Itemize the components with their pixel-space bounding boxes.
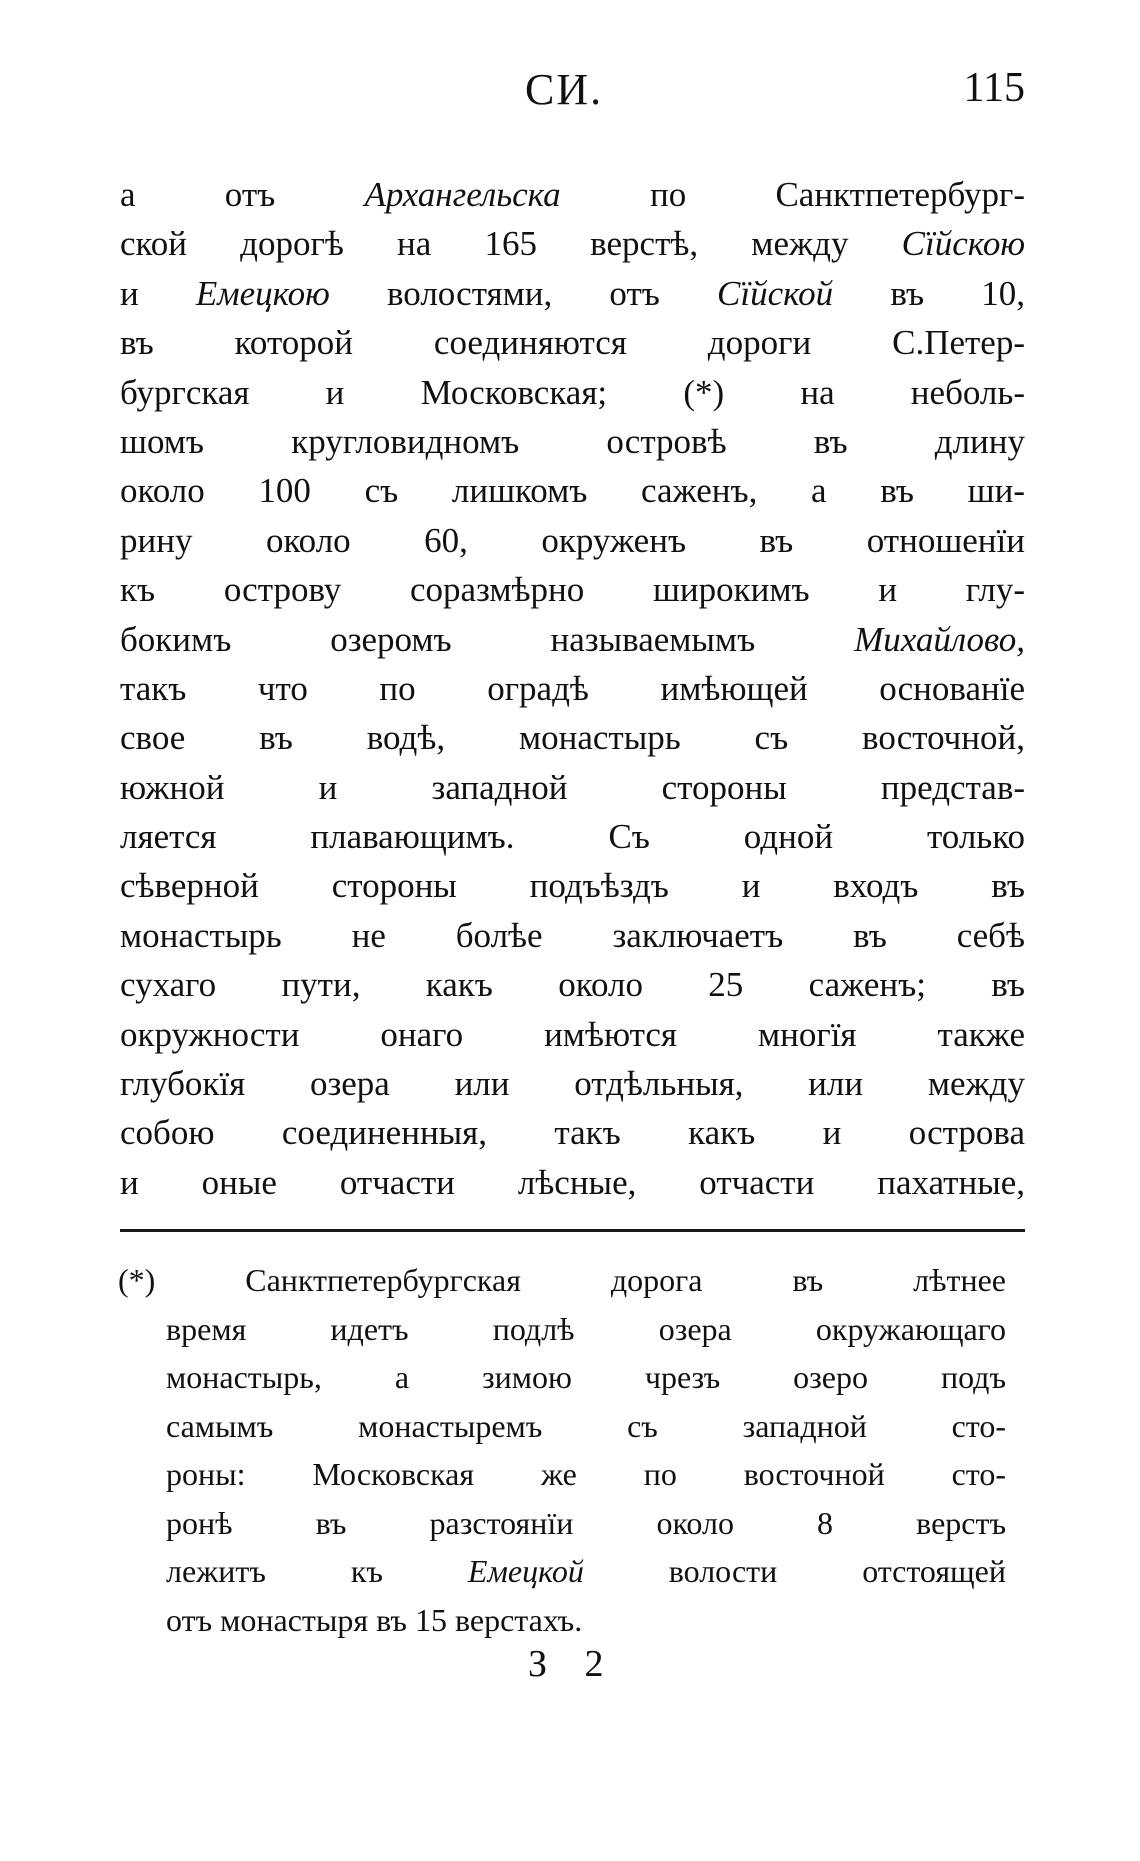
footnote-line: ронѣ въ разстоянїи около 8 верстъ (166, 1504, 1006, 1541)
text-line: такъ что по оградѣ имѣющей основанїе (120, 668, 1025, 708)
main-text (120, 170, 1025, 1207)
signature-mark: З 2 (528, 1643, 618, 1685)
text-line: рину около 60, окруженъ въ отношенїи (120, 520, 1025, 560)
page-number: 115 (963, 65, 1025, 111)
text-line: и Емецкою волостями, отъ Сїйской въ 10, (120, 273, 1025, 313)
footnote-line: (*) Санктпетербургская дорога въ лѣтнее (118, 1262, 1006, 1298)
text-line: около 100 съ лишкомъ саженъ, а въ ши- (120, 471, 1025, 511)
text-line: бургская и Московская; (*) на неболь- (120, 372, 1025, 412)
footnote-line: монастырь, а зимою чрезъ озеро подъ (166, 1359, 1006, 1395)
footnote-line: роны: Московская же по восточной сто- (166, 1456, 1006, 1492)
footnote-divider (120, 1229, 1025, 1232)
running-head (120, 64, 1025, 124)
text-line: шомъ кругловидномъ островѣ въ длину (120, 421, 1025, 461)
footnote-line: время идетъ подлѣ озера окружающаго (166, 1310, 1006, 1347)
running-title: СИ. (525, 65, 604, 114)
text-line: къ острову соразмѣрно широкимъ и глу- (120, 570, 1025, 610)
text-line: въ которой соединяются дороги С.Петер- (120, 323, 1025, 363)
footnote-line: лежитъ къ Емецкой волости отстоящей (166, 1553, 1006, 1589)
text-line: ской дорогѣ на 165 верстѣ, между Сїйскою (120, 224, 1025, 264)
text-line: глубокїя озера или отдѣльныя, или между (120, 1064, 1025, 1104)
footnote (118, 1256, 1006, 1644)
text-line: свое въ водѣ, монастырь съ восточной, (120, 718, 1025, 758)
text-line: собою соединенныя, такъ какъ и острова (120, 1113, 1025, 1153)
footnote-line: самымъ монастыремъ съ западной сто- (166, 1407, 1006, 1444)
text-line: южной и западной стороны представ- (120, 767, 1025, 807)
text-line: сухаго пути, какъ около 25 саженъ; въ (120, 965, 1025, 1005)
text-line: ляется плавающимъ. Съ одной только (120, 817, 1025, 857)
text-line: монастырь не болѣе заключаетъ въ себѣ (120, 915, 1025, 955)
text-line: и оные отчасти лѣсные, отчасти пахатные, (120, 1162, 1025, 1202)
text-line: бокимъ озеромъ называемымъ Михайлово, (120, 619, 1025, 659)
footnote-line: отъ монастыря въ 15 верстахъ. (166, 1601, 583, 1638)
text-line: сѣверной стороны подъѣздъ и входъ въ (120, 866, 1025, 906)
text-line: а отъ Архангельска по Санктпетербург- (120, 175, 1025, 214)
text-line: окружности онаго имѣются многїя также (120, 1014, 1025, 1054)
